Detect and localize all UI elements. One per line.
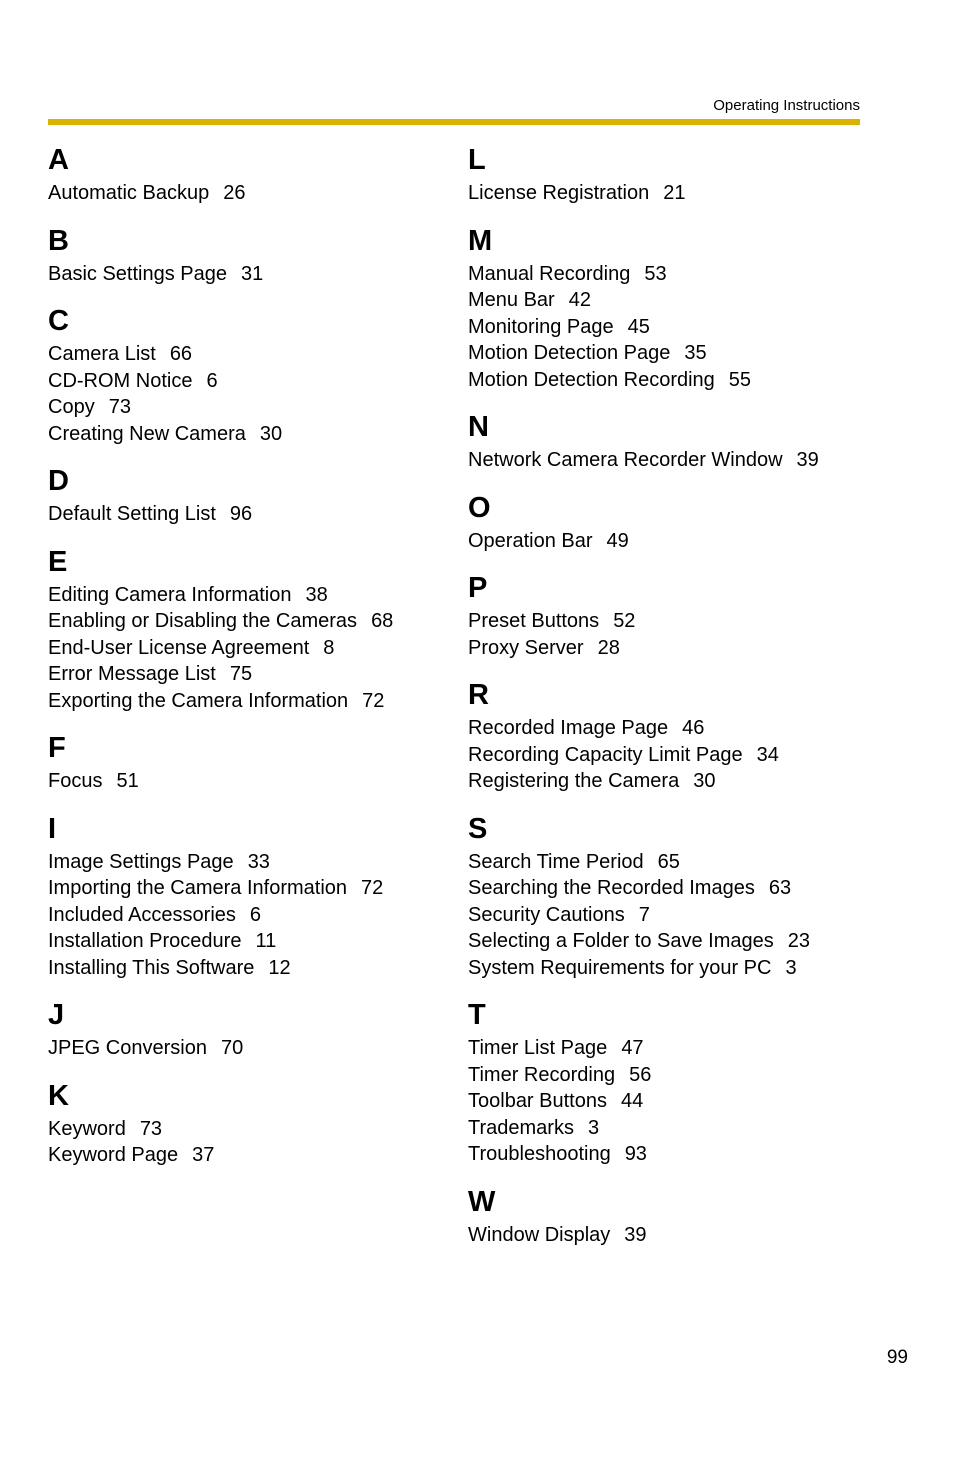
entry-page-number: 35 <box>684 342 707 364</box>
index-section <box>468 675 868 795</box>
entry-term: Importing the Camera Information <box>48 877 348 899</box>
entry-term: Editing Camera Information <box>48 583 292 606</box>
entry-term: Basic Settings Page <box>48 262 227 285</box>
index-entry <box>468 287 868 314</box>
index-entry <box>468 1115 868 1142</box>
entry-page-number: 6 <box>206 369 218 392</box>
index-entry <box>48 928 448 955</box>
section-letter: E <box>48 545 68 578</box>
index-entry <box>48 421 448 448</box>
index-entry <box>48 1116 448 1143</box>
entry-term: Operation Bar <box>468 529 593 552</box>
entry-term: Timer Recording <box>468 1063 616 1086</box>
index-column-left <box>48 140 448 1183</box>
entry-term: Camera List <box>48 343 156 365</box>
index-section <box>48 995 448 1062</box>
entry-page-number: 49 <box>606 529 629 552</box>
index-entry <box>48 875 448 902</box>
index-section <box>48 301 448 447</box>
entry-term: Network Camera Recorder Window <box>468 449 783 471</box>
entry-page-number: 39 <box>796 449 819 471</box>
entry-page-number: 38 <box>305 583 328 606</box>
entry-page-number: 55 <box>728 368 752 391</box>
section-letter: R <box>468 679 489 711</box>
index-section <box>48 221 448 288</box>
index-entry <box>48 902 448 929</box>
index-entry <box>48 635 448 662</box>
page-number: 99 <box>886 1347 908 1368</box>
index-entry <box>48 768 448 795</box>
index-entry <box>468 635 868 662</box>
index-entry <box>468 340 868 367</box>
entry-term: Manual Recording <box>468 262 631 285</box>
index-entry <box>48 394 448 421</box>
index-entry <box>48 1035 448 1062</box>
section-letter: M <box>468 224 493 257</box>
entry-page-number: 31 <box>241 262 264 285</box>
entry-page-number: 73 <box>139 1117 163 1140</box>
index-entry <box>48 582 448 609</box>
entry-term: Searching the Recorded Images <box>468 877 755 899</box>
entry-page-number: 23 <box>787 930 810 952</box>
entry-page-number: 39 <box>624 1223 647 1246</box>
index-section <box>468 407 868 474</box>
entry-page-number: 30 <box>259 422 283 445</box>
entry-term: Included Accessories <box>48 903 236 926</box>
entry-term: Toolbar Buttons <box>468 1090 607 1112</box>
entry-term: Installation Procedure <box>48 930 242 952</box>
entry-page-number: 96 <box>229 503 253 525</box>
section-letter: O <box>468 491 491 524</box>
entry-page-number: 45 <box>627 315 650 338</box>
index-section <box>468 488 868 555</box>
index-section <box>48 461 448 528</box>
index-section <box>468 140 868 207</box>
index-entry <box>48 341 448 368</box>
entry-term: Error Message List <box>48 663 216 685</box>
index-entry <box>468 447 868 474</box>
entry-term: Registering the Camera <box>468 770 680 792</box>
entry-page-number: 65 <box>657 850 680 873</box>
index-section <box>48 728 448 795</box>
entry-page-number: 52 <box>613 610 636 632</box>
entry-page-number: 73 <box>108 396 131 418</box>
entry-term: Keyword <box>48 1117 126 1140</box>
entry-page-number: 26 <box>223 182 246 204</box>
index-entry <box>48 180 448 207</box>
index-entry <box>468 742 868 769</box>
section-letter: T <box>468 999 486 1031</box>
entry-page-number: 6 <box>249 903 262 926</box>
entry-page-number: 37 <box>192 1144 215 1166</box>
entry-term: License Registration <box>468 182 650 204</box>
index-entry <box>48 501 448 528</box>
index-entry <box>468 1141 868 1168</box>
index-entry <box>468 849 868 876</box>
section-letter: C <box>48 305 69 337</box>
index-entry <box>468 1035 868 1062</box>
index-entry <box>468 1222 868 1249</box>
index-entry <box>468 1062 868 1089</box>
entry-page-number: 3 <box>587 1116 600 1139</box>
header-title: Operating Instructions <box>713 97 860 114</box>
entry-term: Troubleshooting <box>468 1143 611 1165</box>
section-letter: P <box>468 572 488 604</box>
entry-term: Preset Buttons <box>468 610 600 632</box>
section-letter: K <box>48 1079 69 1112</box>
entry-page-number: 56 <box>629 1063 652 1086</box>
entry-page-number: 21 <box>663 182 686 204</box>
entry-page-number: 53 <box>644 262 667 285</box>
index-section <box>48 1076 448 1169</box>
entry-page-number: 47 <box>621 1037 644 1059</box>
index-entry <box>468 1088 868 1115</box>
index-entry <box>48 608 448 635</box>
entry-page-number: 72 <box>361 877 384 899</box>
index-entry <box>468 180 868 207</box>
index-entry <box>468 528 868 555</box>
index-section <box>48 542 448 715</box>
section-letter: F <box>48 732 66 764</box>
entry-page-number: 28 <box>597 636 620 659</box>
entry-term: Creating New Camera <box>48 422 246 445</box>
header-rule <box>48 119 860 125</box>
entry-page-number: 33 <box>247 850 270 873</box>
entry-term: Keyword Page <box>48 1144 179 1166</box>
entry-term: Motion Detection Page <box>468 342 671 364</box>
entry-term: Image Settings Page <box>48 850 234 873</box>
index-column-right <box>468 140 868 1262</box>
entry-term: JPEG Conversion <box>48 1037 207 1059</box>
entry-term: Menu Bar <box>468 289 555 311</box>
section-letter: S <box>468 812 488 845</box>
entry-page-number: 7 <box>638 903 650 926</box>
entry-term: CD-ROM Notice <box>48 369 193 392</box>
section-letter: J <box>48 999 65 1031</box>
entry-term: Automatic Backup <box>48 182 210 204</box>
entry-page-number: 12 <box>268 956 291 979</box>
entry-term: Installing This Software <box>48 956 255 979</box>
entry-term: Focus <box>48 770 103 792</box>
index-section <box>48 809 448 982</box>
index-entry <box>468 955 868 982</box>
entry-term: Exporting the Camera Information <box>48 689 349 712</box>
index-entry <box>48 261 448 288</box>
entry-page-number: 63 <box>768 877 792 899</box>
entry-page-number: 72 <box>362 689 385 712</box>
entry-term: Proxy Server <box>468 636 584 659</box>
entry-page-number: 34 <box>756 743 779 766</box>
index-section <box>468 809 868 982</box>
index-section <box>468 221 868 394</box>
entry-term: Timer List Page <box>468 1037 608 1059</box>
index-entry <box>468 875 868 902</box>
entry-page-number: 51 <box>116 770 139 792</box>
entry-page-number: 70 <box>220 1037 244 1059</box>
entry-term: Search Time Period <box>468 850 644 873</box>
entry-page-number: 75 <box>229 663 253 685</box>
index-section <box>48 140 448 207</box>
entry-term: Trademarks <box>468 1116 574 1139</box>
entry-term: Monitoring Page <box>468 315 614 338</box>
index-section <box>468 568 868 661</box>
index-section <box>468 1182 868 1249</box>
entry-term: Default Setting List <box>48 503 216 525</box>
entry-page-number: 3 <box>785 956 797 979</box>
entry-page-number: 44 <box>620 1090 644 1112</box>
section-letter: L <box>468 144 486 176</box>
index-entry <box>468 902 868 929</box>
entry-page-number: 11 <box>255 930 277 952</box>
entry-page-number: 68 <box>371 610 394 632</box>
index-entry <box>468 768 868 795</box>
entry-term: Security Cautions <box>468 903 625 926</box>
entry-term: Recorded Image Page <box>468 717 669 739</box>
section-letter: W <box>468 1185 496 1218</box>
index-entry <box>468 928 868 955</box>
entry-term: Recording Capacity Limit Page <box>468 743 743 766</box>
index-entry <box>468 715 868 742</box>
entry-term: Enabling or Disabling the Cameras <box>48 610 358 632</box>
entry-page-number: 8 <box>323 636 335 659</box>
index-entry <box>48 661 448 688</box>
section-letter: D <box>48 465 69 497</box>
index-entry <box>468 261 868 288</box>
entry-term: System Requirements for your PC <box>468 956 772 979</box>
index-entry <box>48 955 448 982</box>
entry-page-number: 93 <box>624 1143 647 1165</box>
index-entry <box>48 688 448 715</box>
section-letter: N <box>468 411 489 443</box>
index-section <box>468 995 868 1168</box>
entry-page-number: 46 <box>682 717 705 739</box>
entry-term: Window Display <box>468 1223 611 1246</box>
index-entry <box>48 849 448 876</box>
entry-page-number: 42 <box>568 289 591 311</box>
section-letter: A <box>48 144 69 176</box>
index-entry <box>468 314 868 341</box>
entry-term: Copy <box>48 396 95 418</box>
index-entry <box>468 367 868 394</box>
index-entry <box>48 1142 448 1169</box>
entry-term: Selecting a Folder to Save Images <box>468 930 774 952</box>
entry-term: End-User License Agreement <box>48 636 310 659</box>
entry-page-number: 30 <box>693 770 716 792</box>
entry-page-number: 66 <box>169 343 193 365</box>
index-entry <box>468 608 868 635</box>
section-letter: B <box>48 224 69 257</box>
entry-term: Motion Detection Recording <box>468 368 715 391</box>
section-letter: I <box>48 812 57 845</box>
index-entry <box>48 368 448 395</box>
